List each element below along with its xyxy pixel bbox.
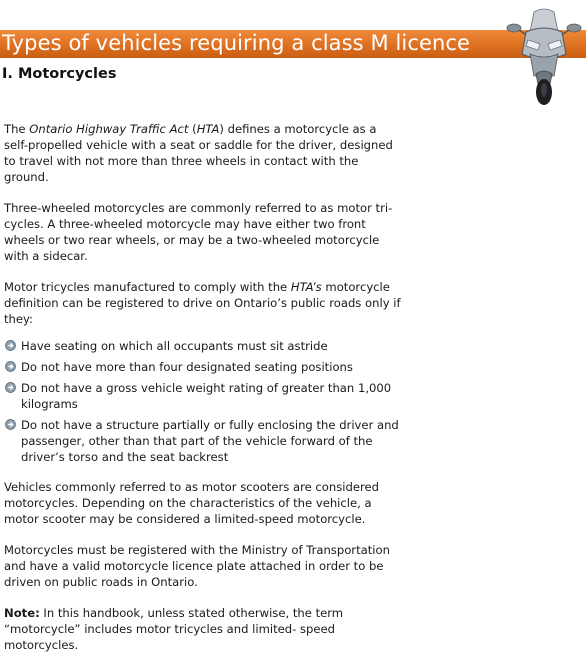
list-item: Have seating on which all occupants must sit astride [4,338,404,354]
arrow-circle-icon [5,382,16,393]
arrow-circle-icon [5,419,16,430]
arrow-circle-icon [5,361,16,372]
motorcycle-icon [504,6,584,106]
note-label: Note: [4,606,40,620]
paragraph-definition: The Ontario Highway Traffic Act (HTA) defines a motorcycle as a self-propelled vehicle with a seat or saddle for the driver, designed to travel with not more than three wheels in contact with the ground. [4,122,393,184]
section-heading: I. Motorcycles [2,66,117,82]
document-body [4,121,404,668]
requirements-list [4,338,404,465]
paragraph-registration: Motorcycles must be registered with the Ministry of Transportation and have a valid motorcycle licence plate attached in order to be driven on public roads in Ontario. [4,543,390,589]
page-title: Types of vehicles requiring a class M licence [2,31,471,55]
paragraph-three-wheeled: Three-wheeled motorcycles are commonly referred to as motor tri-cycles. A three-wheeled motorcycle may have either two front wheels or two rear wheels, or may be a two-wheeled motorcycle with a sidecar. [4,201,393,263]
list-item: Do not have a gross vehicle weight rating of greater than 1,000 kilograms [4,380,404,412]
paragraph-scooters: Vehicles commonly referred to as motor scooters are considered motorcycles. Depending on the characteristics of the vehicle, a motor scooter may be considered a limited-speed motorcycle. [4,480,379,526]
list-item: Do not have more than four designated seating positions [4,359,404,375]
list-item: Do not have a structure partially or fully enclosing the driver and passenger, other than that part of the vehicle forward of the driver’s torso and the seat backrest [4,417,404,465]
paragraph-tricycles: Motor tricycles manufactured to comply with the HTA’s motorcycle definition can be registered to drive on Ontario’s public roads only if they: [4,280,401,326]
note-paragraph: Note: In this handbook, unless stated otherwise, the term “motorcycle” includes motor tricycles and limited- speed motorcycles. [4,606,344,652]
arrow-circle-icon [5,340,16,351]
